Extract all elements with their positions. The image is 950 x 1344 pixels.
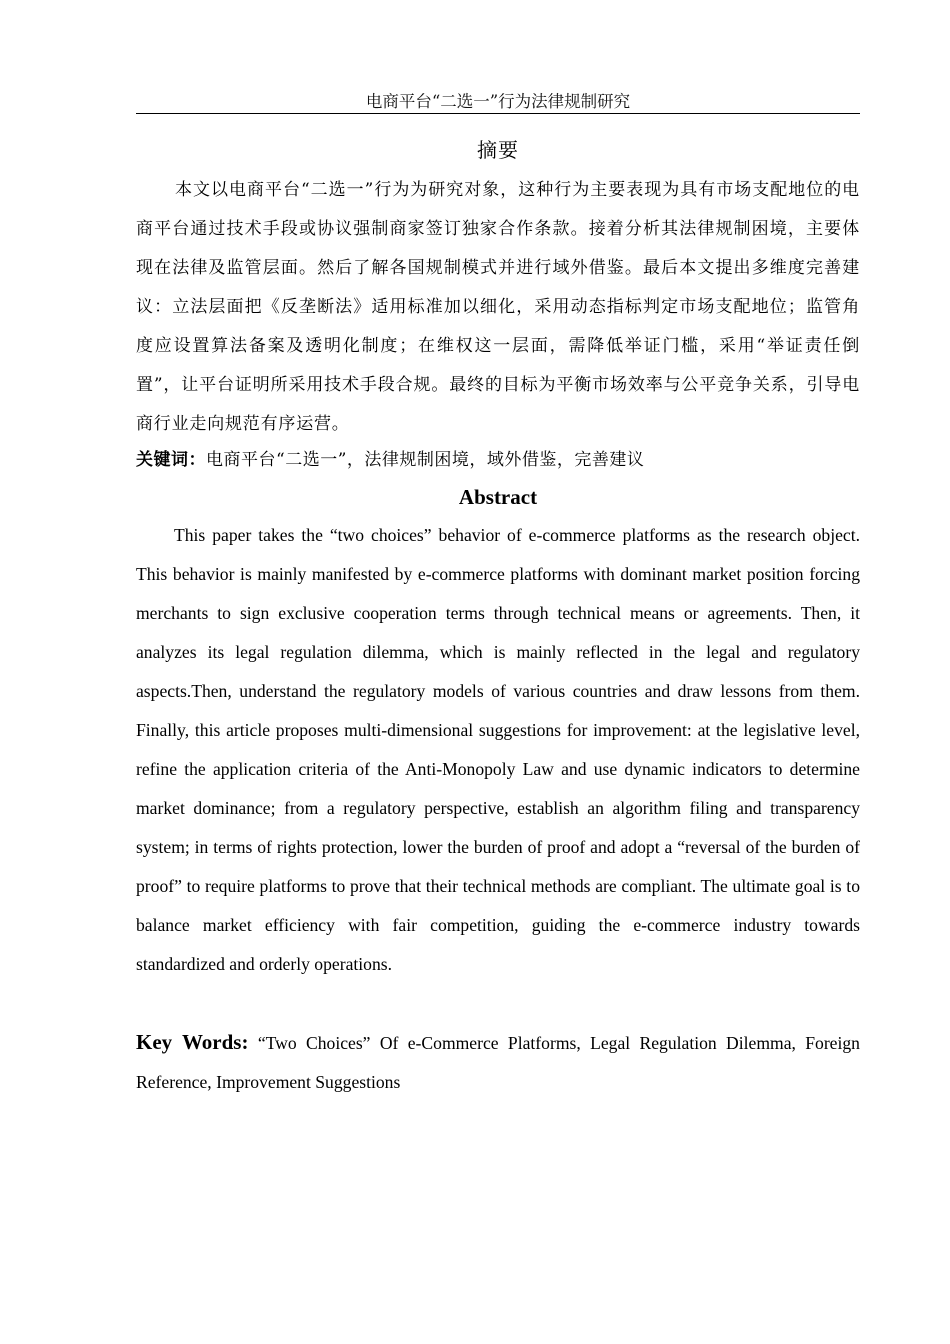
keywords-en: [136, 1023, 860, 1102]
abstract-en-title: Abstract: [458, 485, 538, 509]
abstract-cn-body: 本文以电商平台“二选一”行为为研究对象，这种行为主要表现为具有市场支配地位的电商平台通过技术手段或协议强制商家签订独家合作条款。接着分析其法律规制困境，主要体现在法律及监管层面。然后了解各国规制模式并进行域外借鉴。最后本文提出多维度完善建议：立法层面把《反垄断法》适用标准加以细化，采用动态指标判定市场支配地位；监管角度应设置算法备案及透明化制度；在维权这一层面，需降低举证门槛，采用“举证责任倒置”，让平台证明所采用技术手段合规。最终的目标为平衡市场效率与公平竞争关系，引导电商行业走向规范有序运营。: [136, 180, 860, 434]
running-header: 电商平台“二选一”行为法律规制研究: [136, 91, 860, 114]
keywords-cn-label: 关键词：: [136, 450, 206, 470]
abstract-cn-title: 摘要: [477, 138, 519, 162]
keywords-cn-text: 电商平台“二选一”，法律规制困境，域外借鉴，完善建议: [206, 450, 645, 470]
abstract-en-body: This paper takes the “two choices” behavior of e-commerce platforms as the research object. This behavior is mainly manifested by e-commerce platforms with dominant market position forcing merchants to sign exclusive cooperation terms through technical means or agreements. Then, it analyzes its legal regulation dilemma, which is mainly reflected in the legal and regulatory aspects.Then, understand the regulatory models of various countries and draw lessons from them. Finally, this article proposes multi-dimensional suggestions for improvement: at the legislative level, refine the application criteria of the Anti-Monopoly Law and use dynamic indicators to determine market dominance; from a regulatory perspective, establish an algorithm filing and transparency system; in terms of rights protection, lower the burden of proof and adopt a “reversal of the burden of proof” to require platforms to prove that their technical methods are compliant. The ultimate goal is to balance market efficiency with fair competition, guiding the e-commerce industry towards standardized and orderly operations.: [136, 525, 860, 974]
keywords-cn: [136, 446, 860, 474]
keywords-en-text: “Two Choices” Of e-Commerce Platforms, Legal Regulation Dilemma, Foreign Reference, Improvement Suggestions: [136, 1033, 860, 1092]
keywords-en-label: Key Words:: [136, 1030, 249, 1054]
